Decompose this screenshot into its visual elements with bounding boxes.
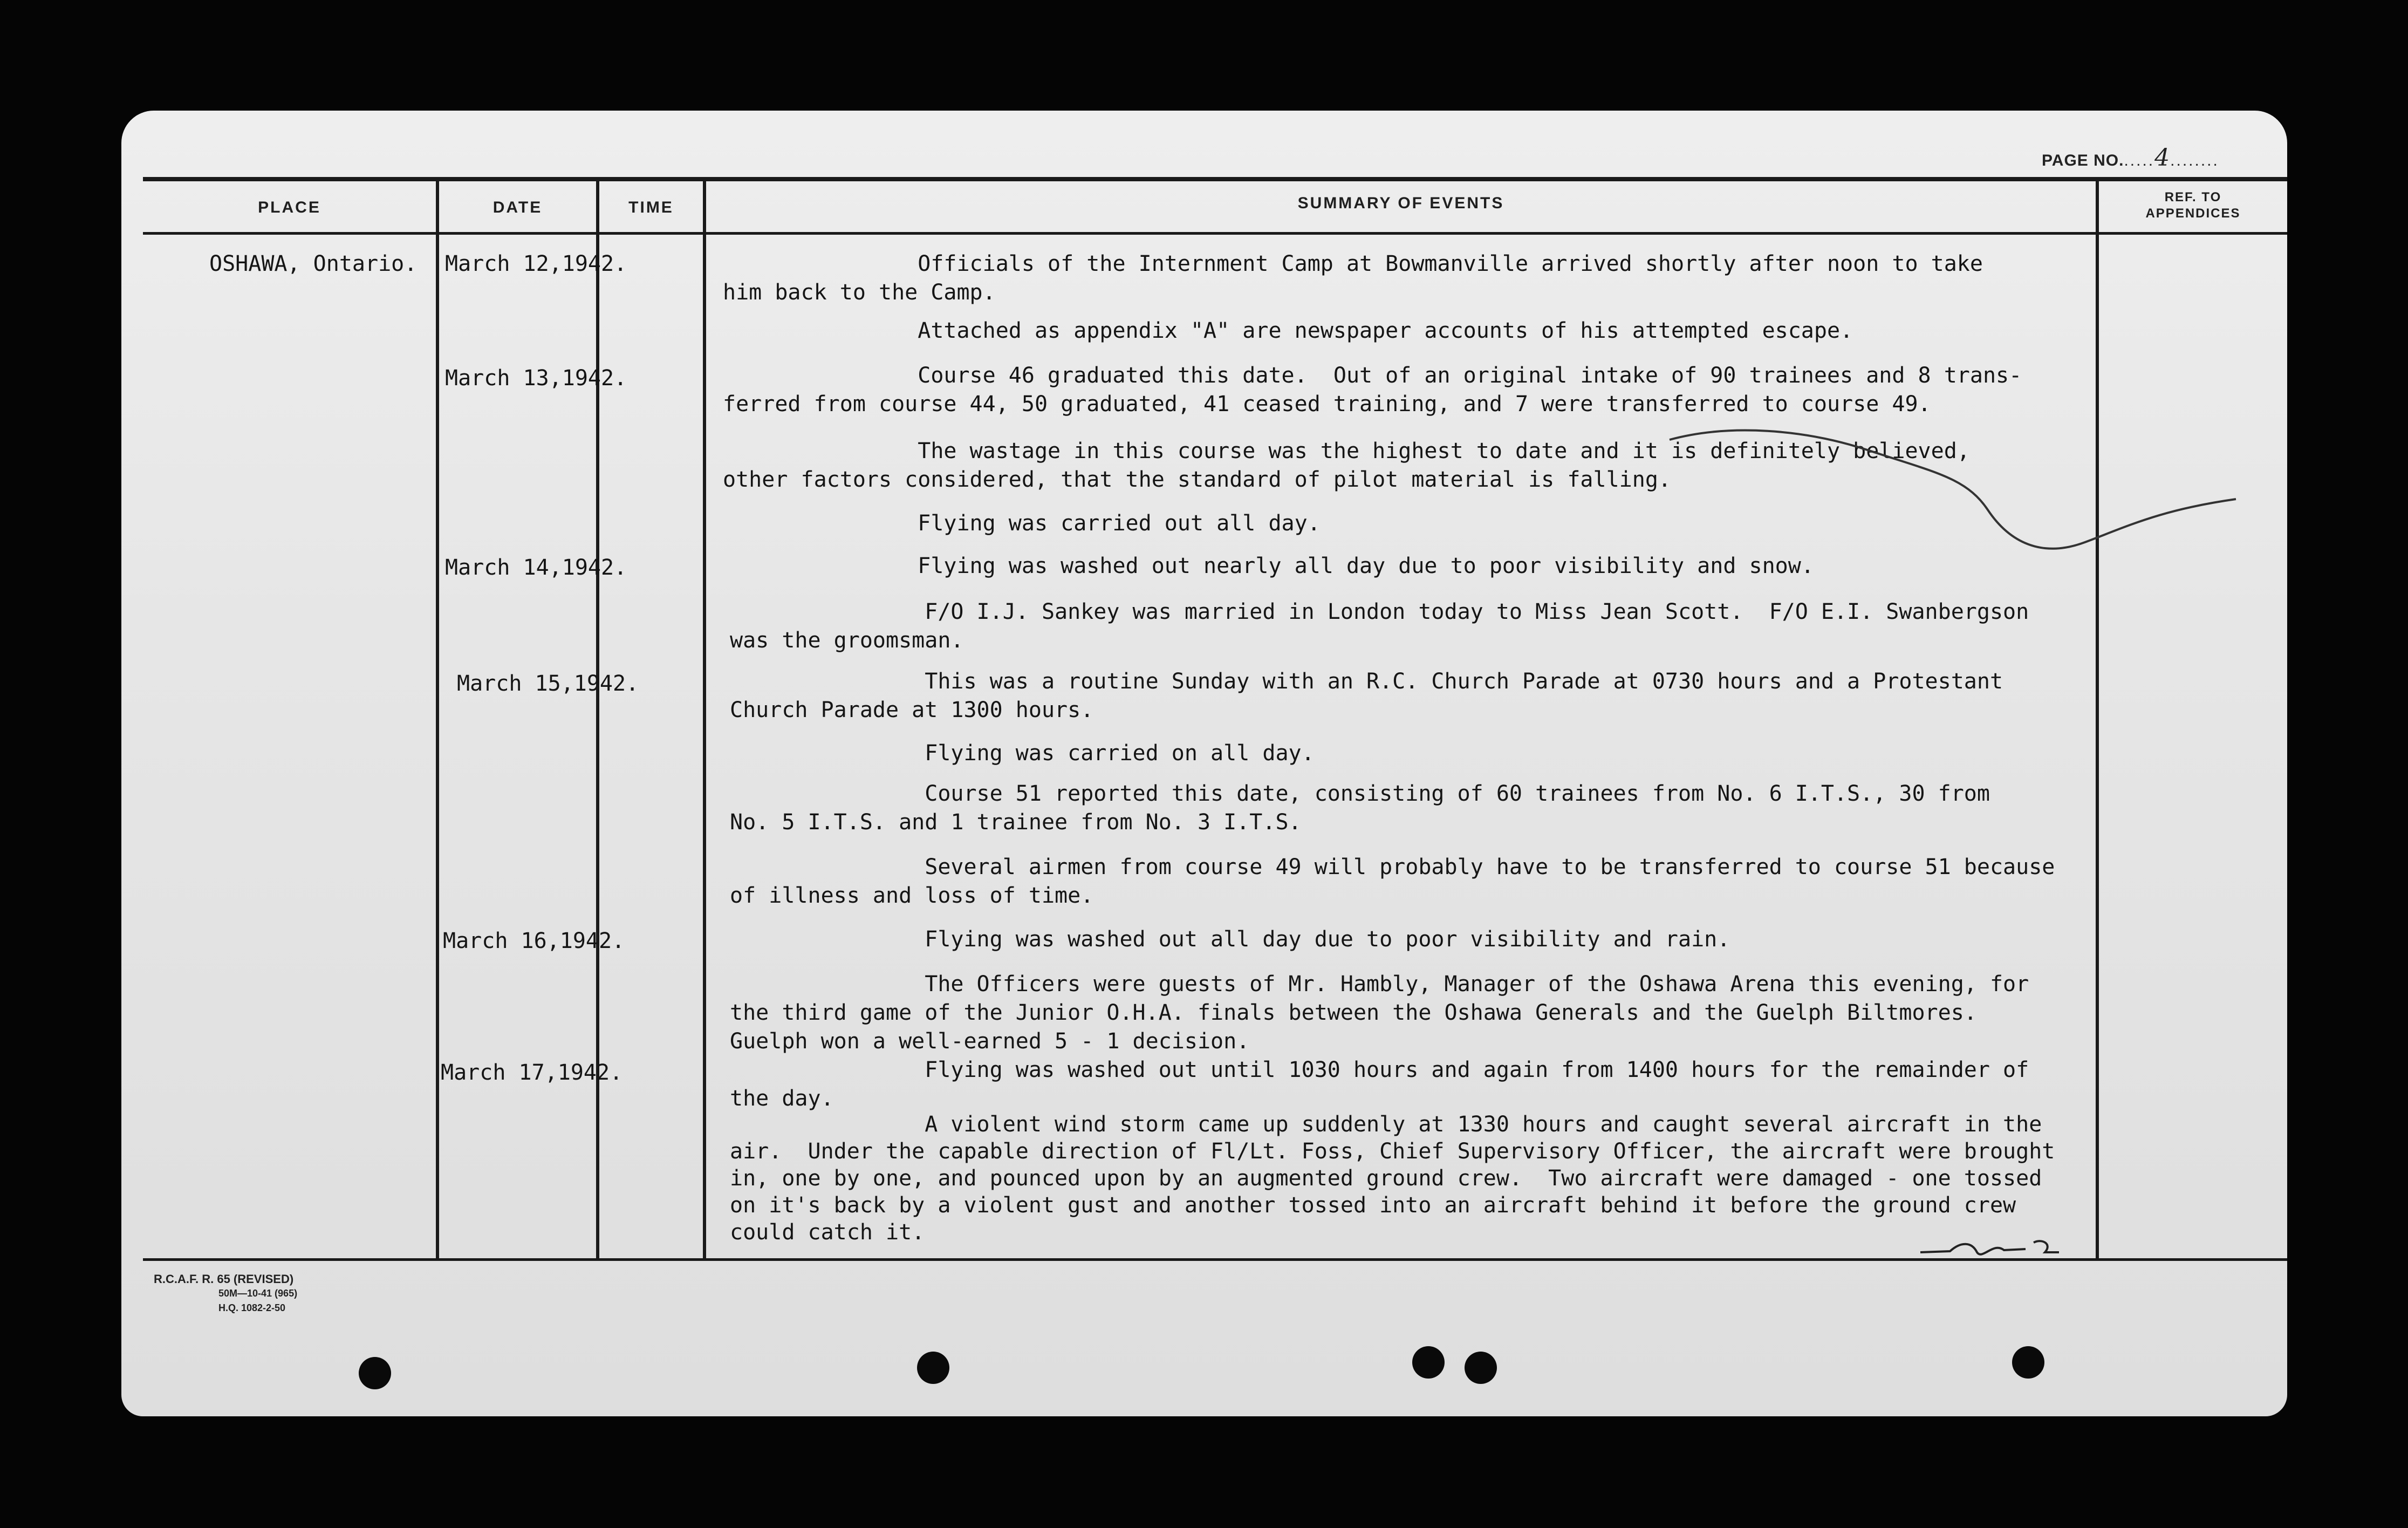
punch-hole [1465,1352,1497,1384]
punch-hole [359,1357,391,1389]
summary-line: Guelph won a well-earned 5 - 1 decision. [730,1029,1250,1054]
summary-line: No. 5 I.T.S. and 1 trainee from No. 3 I.T.S. [730,810,1302,835]
header-rule [143,232,2287,235]
summary-line: other factors considered, that the standard of pilot material is falling. [723,467,1671,492]
summary-line: the day. [730,1086,834,1111]
summary-line: Flying was washed out until 1030 hours and again from 1400 hours for the remainder of [730,1058,2029,1082]
summary-line: in, one by one, and pounced upon by an augmented ground crew. Two aircraft were damaged - one tossed [730,1166,2042,1191]
summary-line: Flying was washed out all day due to poor visibility and rain. [730,927,1730,952]
summary-line: The wastage in this course was the highest to date and it is definitely believed, [723,439,1970,463]
summary-line: Officials of the Internment Camp at Bowmanville arrived shortly after noon to take [723,251,1983,276]
punch-hole [2012,1346,2044,1379]
summary-line: F/O I.J. Sankey was married in London today to Miss Jean Scott. F/O E.I. Swanbergson [730,599,2029,624]
date-entry: March 12,1942. [445,251,627,276]
top-rule-thick [143,177,2287,181]
summary-line: was the groomsman. [730,628,964,653]
pen-scribble-mark [1664,418,2268,580]
column-rule-summary [2096,181,2099,1258]
header-date: DATE [492,199,543,216]
summary-line: A violent wind storm came up suddenly at 1330 hours and caught several aircraft in the [730,1112,2042,1137]
date-entry: March 16,1942. [443,929,625,953]
summary-line: Flying was carried out all day. [723,511,1321,536]
summary-line: ferred from course 44, 50 graduated, 41 ceased training, and 7 were transferred to course 49. [723,392,1931,417]
date-entry: March 14,1942. [445,555,627,580]
header-place: PLACE [258,199,321,216]
summary-line: Course 51 reported this date, consisting of 60 trainees from No. 6 I.T.S., 30 from [730,781,1990,806]
handwritten-initials [1918,1231,2069,1263]
summary-line: Attached as appendix "A" are newspaper accounts of his attempted escape. [723,318,1853,343]
summary-line: Course 46 graduated this date. Out of an original intake of 90 trainees and 8 trans- [723,363,2022,388]
page-number-value: 4 [2154,144,2171,172]
date-entry: March 15,1942. [457,671,639,696]
column-rule-place [436,181,439,1258]
summary-line: air. Under the capable direction of Fl/Lt. Foss, Chief Supervisory Officer, the aircraft were brought [730,1139,2055,1164]
form-identification: R.C.A.F. R. 65 (REVISED) 50M—10-41 (965) H.Q. 1082-2-50 [154,1272,298,1313]
summary-line: Several airmen from course 49 will probably have to be transferred to course 51 because [730,855,2055,879]
punch-hole [917,1352,949,1384]
column-rule-date [596,181,599,1258]
punch-hole [1412,1346,1445,1379]
date-entry: March 13,1942. [445,366,627,391]
place-entry: OSHAWA, Ontario. [209,251,418,276]
header-time: TIME [628,199,674,216]
summary-line: of illness and loss of time. [730,883,1094,908]
page-number: PAGE NO......4........ [2042,144,2219,172]
summary-line: Flying was carried on all day. [730,741,1315,766]
column-rule-time [703,181,706,1258]
summary-line: The Officers were guests of Mr. Hambly, Manager of the Oshawa Arena this evening, for [730,972,2029,997]
summary-line: the third game of the Junior O.H.A. finals between the Oshawa Generals and the Guelph Biltmores. [730,1000,1977,1025]
summary-line: him back to the Camp. [723,280,996,305]
summary-line: could catch it. [730,1220,925,1245]
summary-line: This was a routine Sunday with an R.C. Church Parade at 0730 hours and a Protestant [730,669,2003,694]
date-entry: March 17,1942. [441,1060,623,1085]
header-ref-appendices: REF. TO APPENDICES [2145,190,2241,221]
diary-form-page [121,111,2287,1416]
summary-line: Church Parade at 1300 hours. [730,698,1094,722]
summary-line: Flying was washed out nearly all day due to poor visibility and snow. [723,554,1814,578]
header-summary: SUMMARY OF EVENTS [1297,194,1504,212]
summary-line: on it's back by a violent gust and another tossed into an aircraft behind it before the ground crew [730,1193,2016,1218]
